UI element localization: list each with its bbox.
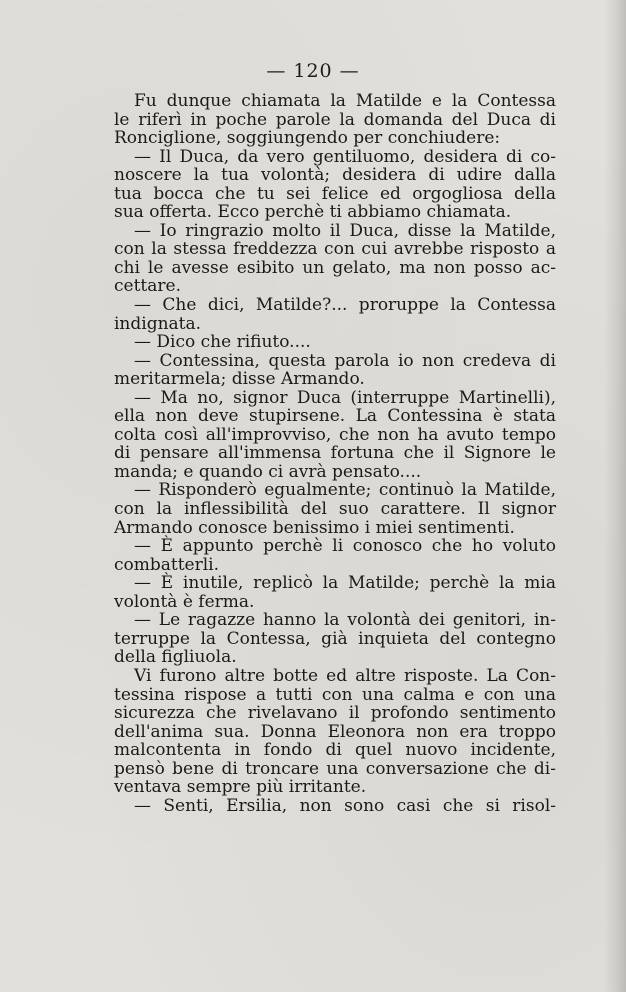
text-line: — Senti, Ersilia, non sono casi che si risol- [134,795,556,816]
text-line: ventava sempre più irritante. [114,777,367,798]
page-number: — 120 — [266,60,360,82]
text-line: — Risponderò egualmente; continuò la Matilde, [134,480,556,501]
text-line: Vi furono altre botte ed altre risposte. La Con- [134,665,556,686]
text-line: tua bocca che tu sei felice ed orgogliosa della [114,183,556,204]
text-line: meritarmela; disse Armando. [114,369,365,390]
text-line: cettare. [114,276,181,297]
text-line: sua offerta. Ecco perchè ti abbiamo chiamata. [114,202,512,223]
text-line: indignata. [114,313,202,334]
text-line: — Che dici, Matilde?... proruppe la Contessa [134,295,556,316]
text-line: volontà è ferma. [114,591,255,612]
text-line: dell'anima sua. Donna Eleonora non era troppo [114,721,556,742]
text-line: le riferì in poche parole la domanda del Duca di [114,109,556,130]
text-line: di pensare all'immensa fortuna che il Signore le [114,443,556,464]
text-line: tessina rispose a tutti con una calma e con una [114,684,556,705]
text-line: manda; e quando ci avrà pensato.... [114,461,422,482]
text-line: ella non deve stupirsene. La Contessina è stata [114,406,556,427]
text-line: — È appunto perchè li conosco che ho voluto [134,536,556,557]
text-line: chi le avesse esibito un gelato, ma non posso ac- [114,257,556,278]
text-line: Fu dunque chiamata la Matilde e la Contessa [134,91,556,111]
text-line: — Contessina, questa parola io non credeva di [134,350,556,371]
text-line: — Io ringrazio molto il Duca, disse la Matilde, [134,220,556,241]
text-line: sicurezza che rivelavano il profondo sentimento [114,703,556,724]
text-line: — È inutile, replicò la Matilde; perchè la mia [134,573,556,594]
text-line: noscere la tua volontà; desidera di udire dalla [114,165,556,186]
text-line: — Le ragazze hanno la volontà dei genitori, in- [134,610,556,631]
text-line: terruppe la Contessa, già inquieta del contegno [114,628,556,649]
text-line: — Dico che rifiuto.... [134,332,311,353]
text-line: — Il Duca, da vero gentiluomo, desidera di co- [134,146,556,167]
text-line: Ronciglione, soggiungendo per conchiudere: [114,128,501,149]
text-line: Armando conosce benissimo i miei sentimenti. [114,517,515,538]
text-line: con la inflessibilità del suo carattere. Il signor [114,499,556,520]
text-line: — Ma no, signor Duca (interruppe Martinelli), [134,387,556,408]
page-body-text [114,92,556,815]
text-line: combatterli. [114,554,220,575]
text-line: con la stessa freddezza con cui avrebbe risposto a [114,239,556,260]
text-line: della figliuola. [114,647,237,668]
page-edge-shadow [604,0,626,992]
text-line: colta così all'improvviso, che non ha avuto tempo [114,424,556,445]
text-line: pensò bene di troncare una conversazione che di- [114,758,556,779]
text-line: malcontenta in fondo di quel nuovo incidente, [114,740,556,761]
